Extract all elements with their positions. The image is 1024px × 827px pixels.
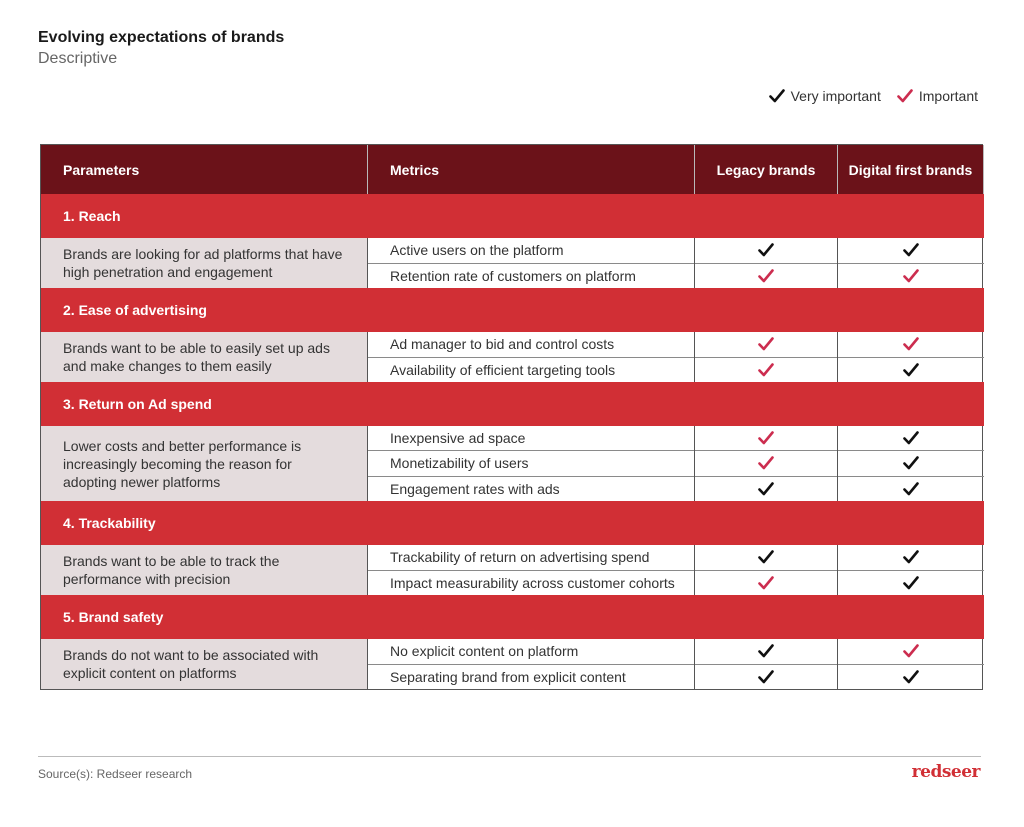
parameter-description: Brands want to be able to easily set up ads and make changes to them easily xyxy=(41,332,368,382)
section-header: 1. Reach xyxy=(41,194,984,238)
legacy-rating-cell xyxy=(695,571,837,596)
checkmark-icon xyxy=(758,576,774,590)
metric-cell: Monetizability of users xyxy=(368,451,694,476)
checkmark-icon xyxy=(903,431,919,445)
checkmark-icon xyxy=(758,644,774,658)
metric-cell: Impact measurability across customer cohorts xyxy=(390,574,675,591)
checkmark-icon xyxy=(903,482,919,496)
legacy-rating-cell xyxy=(695,238,837,264)
digital-rating-cell xyxy=(838,426,984,451)
legacy-rating-cell xyxy=(695,451,837,476)
metric-cell: Availability of efficient targeting tools xyxy=(390,361,616,378)
section-header: 5. Brand safety xyxy=(41,595,984,639)
digital-rating-cell xyxy=(838,264,984,289)
digital-column xyxy=(838,545,984,595)
legacy-column xyxy=(695,238,838,288)
checkmark-icon xyxy=(758,550,774,564)
checkmark-icon xyxy=(758,431,774,445)
metrics-column xyxy=(368,545,695,595)
metrics-column xyxy=(368,332,695,382)
legacy-column xyxy=(695,332,838,382)
metric-cell: No explicit content on platform xyxy=(368,639,694,665)
legacy-rating-cell xyxy=(695,477,837,501)
checkmark-icon xyxy=(903,644,919,658)
footer-divider xyxy=(38,756,981,757)
digital-rating-cell xyxy=(838,571,984,596)
metric-cell: Retention rate of customers on platform xyxy=(390,267,636,284)
checkmark-icon xyxy=(903,670,919,684)
metrics-column xyxy=(368,639,695,689)
digital-rating-cell xyxy=(838,545,984,571)
checkmark-icon xyxy=(758,337,774,351)
checkmark-icon xyxy=(758,670,774,684)
expectations-table xyxy=(40,144,983,690)
checkmark-icon xyxy=(758,363,774,377)
legacy-column xyxy=(695,639,838,689)
legacy-rating-cell xyxy=(695,665,837,690)
metric-cell: Trackability of return on advertising spend xyxy=(368,545,694,571)
digital-rating-cell xyxy=(838,665,984,690)
header-digital-first-brands: Digital first brands xyxy=(838,145,984,194)
digital-rating-cell xyxy=(838,238,984,264)
checkmark-icon xyxy=(903,243,919,257)
legacy-rating-cell xyxy=(695,426,837,451)
legacy-rating-cell xyxy=(695,358,837,383)
legacy-column xyxy=(695,426,838,501)
checkmark-icon xyxy=(903,456,919,470)
legacy-rating-cell xyxy=(695,264,837,289)
digital-rating-cell xyxy=(838,477,984,501)
legacy-rating-cell xyxy=(695,639,837,665)
header-parameters: Parameters xyxy=(41,145,368,194)
checkmark-icon xyxy=(903,363,919,377)
section-header: 2. Ease of advertising xyxy=(41,288,984,332)
legend-label: Very important xyxy=(790,88,881,104)
legend-label: Important xyxy=(918,88,978,104)
legacy-rating-cell xyxy=(695,545,837,571)
metrics-column xyxy=(368,238,695,288)
legend-very-important xyxy=(769,88,881,104)
legend xyxy=(753,88,978,104)
checkmark-icon xyxy=(903,576,919,590)
parameter-description: Brands do not want to be associated with explicit content on platforms xyxy=(41,639,368,689)
checkmark-icon xyxy=(769,89,791,103)
digital-rating-cell xyxy=(838,332,984,358)
redseer-logo: redseer xyxy=(911,762,980,782)
header-metrics: Metrics xyxy=(368,145,695,194)
metrics-column xyxy=(368,426,695,501)
legend-important xyxy=(897,88,978,104)
digital-column xyxy=(838,238,984,288)
checkmark-icon xyxy=(903,337,919,351)
parameter-description: Lower costs and better performance is increasingly becoming the reason for adopting newer platforms xyxy=(41,426,368,501)
digital-rating-cell xyxy=(838,358,984,383)
digital-rating-cell xyxy=(838,451,984,476)
metric-cell: Engagement rates with ads xyxy=(390,480,560,497)
parameter-description: Brands want to be able to track the performance with precision xyxy=(41,545,368,595)
checkmark-icon xyxy=(758,482,774,496)
page-title: Evolving expectations of brands xyxy=(38,29,285,46)
parameter-description: Brands are looking for ad platforms that have high penetration and engagement xyxy=(41,238,368,288)
source-note: Source(s): Redseer research xyxy=(38,767,193,781)
metric-cell: Ad manager to bid and control costs xyxy=(368,332,694,358)
digital-column xyxy=(838,426,984,501)
checkmark-icon xyxy=(903,550,919,564)
header-legacy-brands: Legacy brands xyxy=(695,145,838,194)
checkmark-icon xyxy=(903,269,919,283)
metric-cell: Separating brand from explicit content xyxy=(390,668,626,685)
section-header: 3. Return on Ad spend xyxy=(41,382,984,426)
digital-rating-cell xyxy=(838,639,984,665)
metric-cell: Inexpensive ad space xyxy=(368,426,694,451)
digital-column xyxy=(838,639,984,689)
legacy-column xyxy=(695,545,838,595)
legacy-rating-cell xyxy=(695,332,837,358)
checkmark-icon xyxy=(897,89,919,103)
metric-cell: Active users on the platform xyxy=(368,238,694,264)
digital-column xyxy=(838,332,984,382)
section-header: 4. Trackability xyxy=(41,501,984,545)
checkmark-icon xyxy=(758,243,774,257)
checkmark-icon xyxy=(758,456,774,470)
checkmark-icon xyxy=(758,269,774,283)
page-subtitle: Descriptive xyxy=(38,50,118,67)
